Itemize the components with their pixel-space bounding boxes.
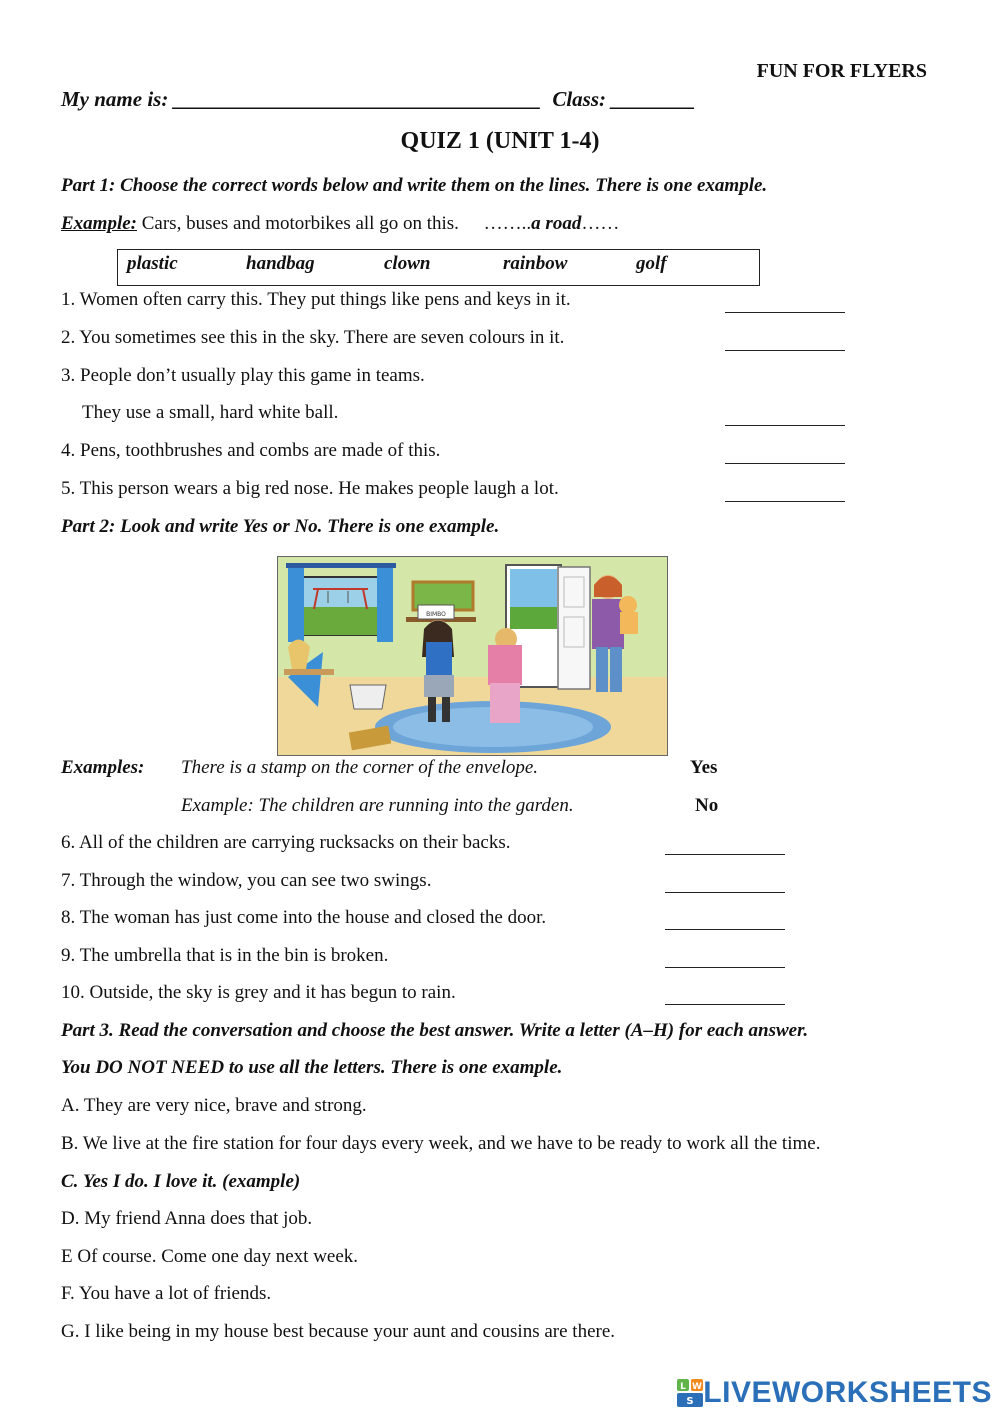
question-8: 8. The woman has just come into the house and closed the door.	[61, 907, 547, 928]
examples-label: Examples:	[61, 757, 145, 778]
scene-illustration	[277, 556, 668, 756]
answer-blank-3[interactable]	[725, 425, 845, 426]
question-5: 5. This person wears a big red nose. He makes people laugh a lot.	[61, 478, 559, 499]
answer-blank-7[interactable]	[665, 892, 785, 893]
option-a: A. They are very nice, brave and strong.	[61, 1095, 367, 1116]
question-7: 7. Through the window, you can see two swings.	[61, 870, 432, 891]
answer-blank-5[interactable]	[725, 501, 845, 502]
question-9: 9. The umbrella that is in the bin is broken.	[61, 945, 389, 966]
svg-text:W: W	[692, 1382, 703, 1392]
example-2-text: Example: The children are running into the garden.	[181, 795, 574, 816]
question-3: 3. People don’t usually play this game in teams.	[61, 365, 425, 386]
answer-blank-2[interactable]	[725, 350, 845, 351]
word-bank-item: clown	[384, 253, 431, 274]
part1-example	[61, 213, 619, 235]
example-1-answer: Yes	[690, 757, 718, 778]
logo-text: LIVEWORKSHEETS	[703, 1376, 992, 1409]
question-1: 1. Women often carry this. They put things like pens and keys in it.	[61, 289, 571, 310]
question-3-continued: They use a small, hard white ball.	[82, 402, 339, 423]
student-info-line	[61, 87, 695, 112]
part1-instruction: Part 1: Choose the correct words below and write them on the lines. There is one example.	[61, 175, 768, 196]
answer-blank-4[interactable]	[725, 463, 845, 464]
example-answer-dots-right: ……	[581, 213, 620, 234]
option-e: E Of course. Come one day next week.	[61, 1246, 359, 1267]
answer-blank-1[interactable]	[725, 312, 845, 313]
question-6: 6. All of the children are carrying rucksacks on their backs.	[61, 832, 511, 853]
svg-text:L: L	[680, 1382, 687, 1392]
word-bank	[117, 249, 760, 286]
answer-blank-10[interactable]	[665, 1004, 785, 1005]
answer-blank-8[interactable]	[665, 929, 785, 930]
word-bank-item: rainbow	[503, 253, 568, 274]
class-field-label[interactable]: Class: ________	[552, 87, 696, 111]
page-title: QUIZ 1 (UNIT 1-4)	[400, 128, 600, 154]
part3-instruction: Part 3. Read the conversation and choose the best answer. Write a letter (A–H) for each answer.	[61, 1020, 809, 1041]
answer-blank-6[interactable]	[665, 854, 785, 855]
option-f: F. You have a lot of friends.	[61, 1283, 272, 1304]
option-d: D. My friend Anna does that job.	[61, 1208, 313, 1229]
question-10: 10. Outside, the sky is grey and it has begun to rain.	[61, 982, 456, 1003]
question-4: 4. Pens, toothbrushes and combs are made of this.	[61, 440, 441, 461]
example-label: Example:	[61, 213, 137, 234]
example-text: Cars, buses and motorbikes all go on this.	[137, 213, 459, 234]
example-answer: a road	[531, 213, 582, 234]
example-2-answer: No	[695, 795, 719, 816]
series-label: FUN FOR FLYERS	[756, 60, 927, 82]
word-bank-item: handbag	[246, 253, 315, 274]
part2-instruction: Part 2: Look and write Yes or No. There is one example.	[61, 516, 500, 537]
envelope-label: BIMBO	[426, 611, 446, 618]
room-scene-image	[278, 557, 667, 755]
question-2: 2. You sometimes see this in the sky. There are seven colours in it.	[61, 327, 565, 348]
liveworksheets-logo[interactable]	[677, 1376, 992, 1410]
svg-text:S: S	[686, 1396, 694, 1407]
example-1-text: There is a stamp on the corner of the envelope.	[181, 757, 539, 778]
word-bank-item: plastic	[127, 253, 178, 274]
answer-blank-9[interactable]	[665, 967, 785, 968]
liveworksheets-logo-icon	[677, 1379, 703, 1407]
option-b: B. We live at the fire station for four days every week, and we have to be ready to work all the time.	[61, 1133, 821, 1154]
option-g: G. I like being in my house best because your aunt and cousins are there.	[61, 1321, 616, 1342]
part3-instruction-2: You DO NOT NEED to use all the letters. There is one example.	[61, 1057, 563, 1078]
example-answer-dots-left: ……..	[483, 213, 532, 234]
name-field-label[interactable]: My name is: ___________________________________	[61, 87, 542, 111]
option-c-example: C. Yes I do. I love it. (example)	[61, 1171, 301, 1192]
word-bank-item: golf	[636, 253, 667, 274]
